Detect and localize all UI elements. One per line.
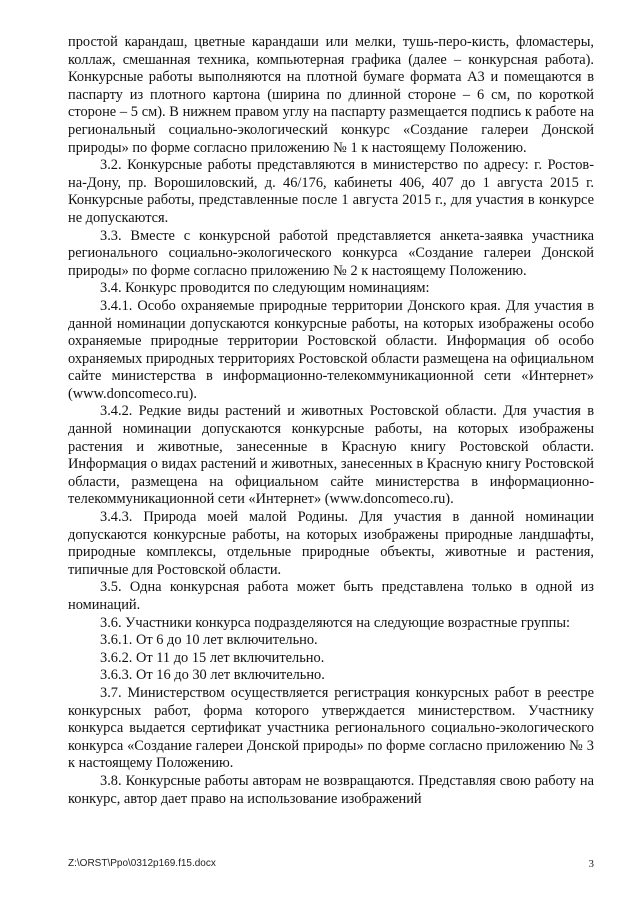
page-number: 3 — [588, 858, 594, 870]
paragraph-3-5: 3.5. Одна конкурсная работа может быть представлена только в одной из номинаций. — [68, 579, 594, 613]
footer-file-path: Z:\ORST\Ppo\0312p169.f15.docx — [68, 858, 216, 869]
paragraph-3-2: 3.2. Конкурсные работы представляются в министерство по адресу: г. Ростов-на-Дону, пр. Ворошиловский, д. 46/176, кабинеты 406, 407 до 1 августа 2015 г. Конкурсные работы, представленные после 1 августа 2015 г., для участия в конкурсе не допускаются. — [68, 157, 594, 226]
paragraph-3-6: 3.6. Участники конкурса подразделяются на следующие возрастные группы: — [100, 614, 571, 631]
paragraph-3-7: 3.7. Министерством осуществляется регистрация конкурсных работ в реестре конкурсных работ, форма которого утверждается министерством. Участнику конкурса выдается сертификат участника регионального социально-экологического конкурса «Создание галереи Донской природы» по форме согласно приложению № 3 к настоящему Положению. — [68, 684, 594, 772]
paragraph-3-6-3: 3.6.3. От 16 до 30 лет включительно. — [100, 667, 325, 684]
paragraph-3-4-3: 3.4.3. Природа моей малой Родины. Для участия в данной номинации допускаются конкурсные работы, на которых изображены природные ландшафты, природные комплексы, отдельные природные объекты, животные и растения, типичные для Ростовской области. — [68, 509, 594, 578]
paragraph-3-6-1: 3.6.1. От 6 до 10 лет включительно. — [100, 632, 318, 649]
paragraph-3-4-2: 3.4.2. Редкие виды растений и животных Ростовской области. Для участия в данной номинации допускаются конкурсные работы, на которых изображены растения и животные, занесенные в Красную книгу Ростовской области. Информация о видах растений и животных, занесенных в Красную книгу Ростовской области, размещена на официальном сайте министерства в информационно-телекоммуникационной сети «Интернет» (www.doncomeco.ru). — [68, 403, 594, 508]
paragraph-3-4: 3.4. Конкурс проводится по следующим номинациям: — [100, 280, 430, 297]
paragraph-3-3: 3.3. Вместе с конкурсной работой представляется анкета-заявка участника регионального социально-экологического конкурса «Создание галереи Донской природы» по форме согласно приложению № 2 к настоящему Положению. — [68, 227, 594, 279]
paragraph-3-8: 3.8. Конкурсные работы авторам не возвращаются. Представляя свою работу на конкурс, автор дает право на использование изображений — [68, 772, 594, 807]
paragraph-3-6-2: 3.6.2. От 11 до 15 лет включительно. — [100, 649, 325, 666]
document-body — [68, 34, 594, 808]
paragraph-continuation: простой карандаш, цветные карандаши или мелки, тушь-перо-кисть, фломастеры, коллаж, смешанная техника, компьютерная графика (далее – конкурсная работа). Конкурсные работы выполняются на плотной бумаге формата А3 и помещаются в паспарту из плотного картона (ширина по длинной стороне – 6 см, по короткой стороне – 5 см). В нижнем правом углу на паспарту размещается подпись к работе на региональный социально-экологический конкурс «Создание галереи Донской природы» по форме согласно приложению № 1 к настоящему Положению. — [68, 34, 594, 156]
paragraph-3-4-1: 3.4.1. Особо охраняемые природные территории Донского края. Для участия в данной номинации допускаются конкурсные работы, на которых изображены особо охраняемые природные территории Ростовской области. Информация об особо охраняемых природных территориях Ростовской области размещена на официальном сайте министерства в информационно-телекоммуникационной сети «Интернет» (www.doncomeco.ru). — [68, 297, 594, 402]
